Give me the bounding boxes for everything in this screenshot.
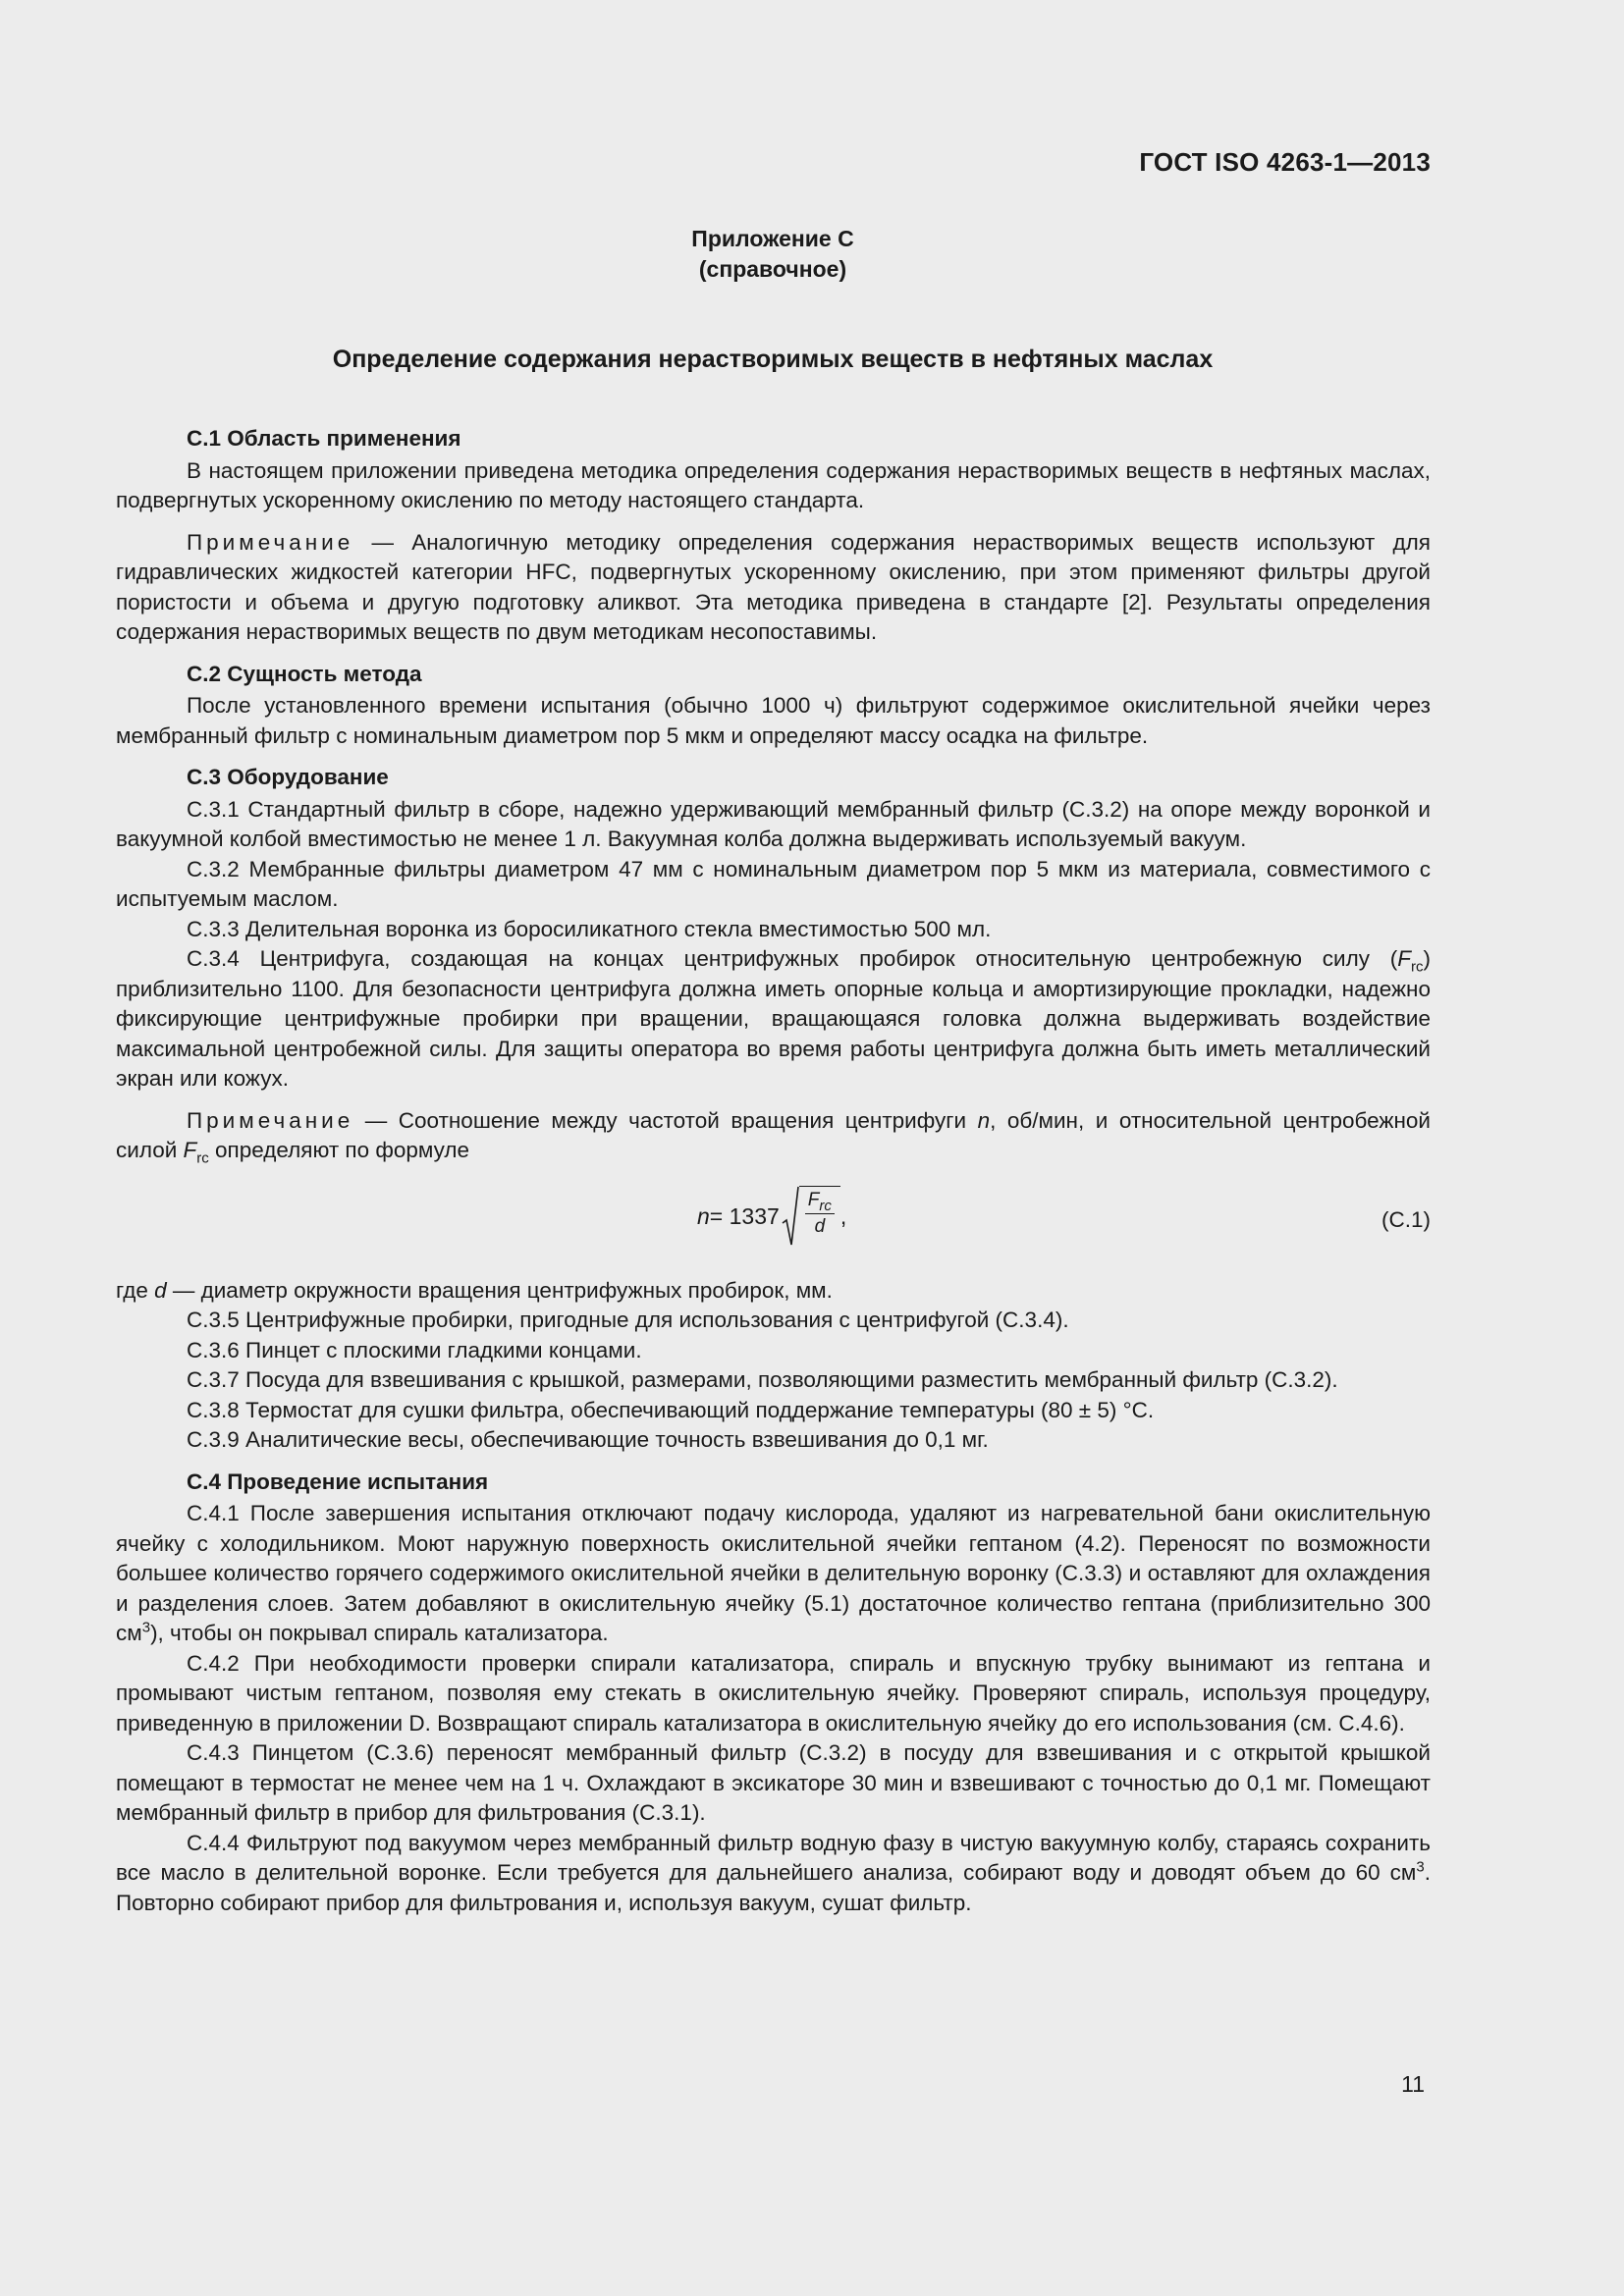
paragraph-c1-text: В настоящем приложении приведена методика определения содержания нерастворимых веществ в нефтяных маслах, подвергнутых ускоренному окислению по методу настоящего стандарта.	[116, 457, 1431, 512]
note-label: Примечание	[187, 1107, 354, 1133]
formula-c1	[116, 1180, 1431, 1270]
paragraph-c3-4	[116, 944, 1431, 1095]
paragraph-c3-1: С.3.1 Стандартный фильтр в сборе, надежно удерживающий мембранный фильтр (С.3.2) на опоре между воронкой и вакуумной колбой вместимостью не менее 1 л. Вакуумная колба должна выдерживать используемый вакуум.	[116, 796, 1431, 851]
paragraph-c3-3: С.3.3 Делительная воронка из боросиликатного стекла вместимостью 500 мл.	[187, 916, 992, 941]
fraction-numerator	[805, 1189, 835, 1214]
text-run: — диаметр окружности вращения центрифужных пробирок, мм.	[166, 1277, 833, 1303]
formula-coefficient: = 1337	[709, 1203, 780, 1230]
text-run: . Повторно собирают прибор для фильтрования и, используя вакуум, сушат фильтр.	[116, 1860, 1431, 1915]
fraction	[799, 1186, 840, 1249]
paragraph-c3-8: С.3.8 Термостат для сушки фильтра, обеспечивающий поддержание температуры (80 ± 5) °С.	[187, 1397, 1155, 1422]
text-run: , об/мин, и относительной центробежной силой	[116, 1107, 1431, 1162]
paragraph-c4-3: С.4.3 Пинцетом (С.3.6) переносят мембранный фильтр (С.3.2) в посуду для взвешивания и с открытой крышкой помещают в термостат не менее чем на 1 ч. Охлаждают в эксикаторе 30 мин и взвешивают с точностью до 0,1 мг. Помещают мембранный фильтр в прибор для фильтрования (С.3.1).	[116, 1740, 1431, 1825]
document-code: ГОСТ ISO 4263-1—2013	[1139, 147, 1431, 177]
text-run: ) приблизительно 1100. Для безопасности центрифуга должна иметь опорные кольца и амортизирующие прокладки, надежно фиксирующие центрифужные пробирки при вращении, вращающаяся головка должна выдерживать воздействие максимальной центробежной силы. Для защиты оператора во время работы центрифуга должна быть иметь металлический экран или кожух.	[116, 946, 1431, 1091]
section-heading-c2: С.2 Сущность метода	[187, 661, 422, 686]
appendix-title: Определение содержания нерастворимых веществ в нефтяных маслах	[332, 346, 1214, 373]
appendix-type: (справочное)	[698, 256, 847, 282]
text-run: С.3.4 Центрифуга, создающая на концах центрифужных пробирок относительную центробежную силу (	[187, 946, 1398, 971]
page-number: 11	[1401, 2071, 1425, 2097]
appendix-label: Приложение С	[691, 226, 854, 251]
text-run: где	[116, 1277, 155, 1303]
paragraph-c4-2: С.4.2 При необходимости проверки спирали катализатора, спираль и впускную трубку вынимают из гептана и промывают чистым гептаном, позволяя ему стекать в окислительную ячейку. Проверяют спираль, используя процедуру, приведенную в приложении D. Возвращают спираль катализатора в окислительную ячейку до его использования (см. С.4.6).	[116, 1650, 1431, 1735]
note-label: Примечание	[187, 529, 354, 555]
paragraph-c4-1	[116, 1499, 1431, 1649]
section-heading-c4: С.4 Проведение испытания	[187, 1468, 489, 1494]
paragraph-c4-4	[116, 1829, 1431, 1919]
document-body	[116, 424, 1431, 1918]
subscript-rc: rc	[1411, 958, 1424, 976]
var-d: d	[154, 1277, 167, 1303]
paragraph-c3-9: С.3.9 Аналитические весы, обеспечивающие точность взвешивания до 0,1 мг.	[187, 1427, 989, 1452]
superscript: 3	[1416, 1858, 1425, 1876]
formula-number: (С.1)	[1381, 1206, 1431, 1232]
section-heading-c1: С.1 Область применения	[187, 426, 461, 451]
paragraph-c3-7: С.3.7 Посуда для взвешивания с крышкой, размерами, позволяющими разместить мембранный фильтр (С.3.2).	[187, 1367, 1338, 1392]
formula-explanation	[116, 1276, 1431, 1307]
text-run: ), чтобы он покрывал спираль катализатора.	[150, 1621, 609, 1645]
paragraph-c3-2: С.3.2 Мембранные фильтры диаметром 47 мм с номинальным диаметром пор 5 мкм из материала, совместимого с испытуемым маслом.	[116, 856, 1431, 911]
paragraph-c2-text: После установленного времени испытания (обычно 1000 ч) фильтруют содержимое окислительной ячейки через мембранный фильтр с номинальным диаметром пор 5 мкм и определяют массу осадка на фильтре.	[116, 693, 1431, 748]
var-f: F	[1397, 946, 1411, 971]
fraction-denominator: d	[814, 1215, 826, 1237]
text-run: С.4.1 После завершения испытания отключают подачу кислорода, удаляют из нагревательной бани окислительную ячейку с холодильником. Моют наружную поверхность окислительной ячейки гептаном (4.2). Переносят по возможности большее количество горячего содержимого окислительной ячейки в делительную воронку (С.3.3) и оставляют для охлаждения и разделения слоев. Затем добавляют в окислительную ячейку (5.1) достаточное количество гептана (приблизительно 300 см	[116, 1501, 1431, 1645]
section-heading-c3: С.3 Оборудование	[187, 765, 389, 789]
formula-expression	[697, 1186, 846, 1249]
text-run: С.4.4 Фильтруют под вакуумом через мембранный фильтр водную фазу в чистую вакуумную колбу, стараясь сохранить все масло в делительной воронке. Если требуется для дальнейшего анализа, собирают воду и доводят объем до 60 см	[116, 1830, 1431, 1885]
text-run: определяют по формуле	[208, 1138, 470, 1162]
appendix-heading	[0, 224, 1545, 285]
numerator-subscript: rc	[819, 1197, 832, 1214]
var-f: F	[183, 1138, 197, 1162]
numerator-var: F	[807, 1189, 820, 1210]
paragraph-c3-6: С.3.6 Пинцет с плоскими гладкими концами.	[187, 1337, 642, 1362]
text-run: — Соотношение между частотой вращения центрифуги	[353, 1107, 978, 1133]
var-n: n	[977, 1107, 991, 1133]
note-text: — Аналогичную методику определения содержания нерастворимых веществ используют для гидравлических жидкостей категории HFC, подвергнутых ускоренному окислению, при этом применяют фильтры другой пористости и объема и другую подготовку аликвот. Эта методика приведена в стандарте [2]. Результаты определения содержания нерастворимых веществ по двум методикам несопоставимы.	[116, 529, 1431, 644]
note-c3-4	[116, 1106, 1431, 1166]
note-c1	[116, 528, 1431, 648]
paragraph-c3-5: С.3.5 Центрифужные пробирки, пригодные для использования с центрифугой (С.3.4).	[187, 1308, 1069, 1332]
subscript-rc: rc	[196, 1149, 209, 1167]
formula-lhs: n	[697, 1203, 710, 1230]
square-root	[782, 1186, 840, 1249]
formula-comma: ,	[839, 1203, 847, 1230]
superscript: 3	[141, 1619, 151, 1636]
radical-sign-icon	[782, 1186, 799, 1249]
